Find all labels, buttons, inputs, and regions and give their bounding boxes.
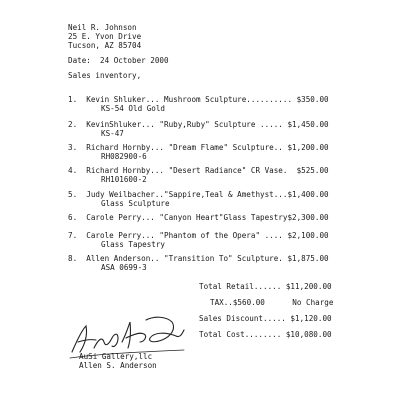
- document-date: Date: 24 October 2000: [68, 56, 169, 65]
- item-sub-2: KS-47: [101, 129, 124, 138]
- item-line-1: 1. Kevin Shluker... Mushroom Sculpture.......... $350.00: [68, 95, 329, 104]
- item-line-6: 6. Carole Perry... "Canyon Heart"Glass Tapestry$2,300.00: [68, 213, 329, 222]
- sender-street: 25 E. Yvon Drive: [68, 32, 142, 41]
- item-sub-3: RH082900-6: [101, 152, 147, 161]
- gallery-name: AuSi Gallery,llc: [79, 352, 153, 361]
- item-line-7: 7. Carole Perry... "Phantom of the Opera" .... $2,100.00: [68, 231, 329, 240]
- item-line-5: 5. Judy Weilbacher.."Sappire,Teal & Amethyst...$1,400.00: [68, 190, 329, 199]
- item-sub-5: Glass Sculpture: [101, 199, 170, 208]
- item-line-4: 4. Richard Hornby... "Desert Radiance" CR Vase. $525.00: [68, 166, 329, 175]
- item-sub-8: ASA 0699-3: [101, 263, 147, 272]
- item-line-3: 3. Richard Hornby... "Dream Flame" Sculpture.. $1,200.00: [68, 143, 329, 152]
- item-sub-4: RH101600-2: [101, 175, 147, 184]
- total-cost: Total Cost........ $10,080.00: [199, 330, 332, 339]
- sender-name: Neil R. Johnson: [68, 23, 137, 32]
- item-sub-7: Glass Tapestry: [101, 240, 166, 249]
- tax-line: TAX..$560.00 No Charge: [210, 298, 334, 307]
- document-title: Sales inventory,: [68, 71, 142, 80]
- signer-name: Allen S. Anderson: [79, 361, 157, 370]
- item-line-2: 2. KevinShluker... "Ruby,Ruby" Sculpture ..... $1,450.00: [68, 120, 329, 129]
- sales-discount: Sales Discount..... $1,120.00: [199, 314, 332, 323]
- sender-city: Tucson, AZ 85704: [68, 41, 142, 50]
- total-retail: Total Retail...... $11,200.00: [199, 282, 332, 291]
- item-sub-1: KS-54 Old Gold: [101, 104, 166, 113]
- item-line-8: 8. Allen Anderson.. "Transition To" Sculpture. $1,875.00: [68, 254, 329, 263]
